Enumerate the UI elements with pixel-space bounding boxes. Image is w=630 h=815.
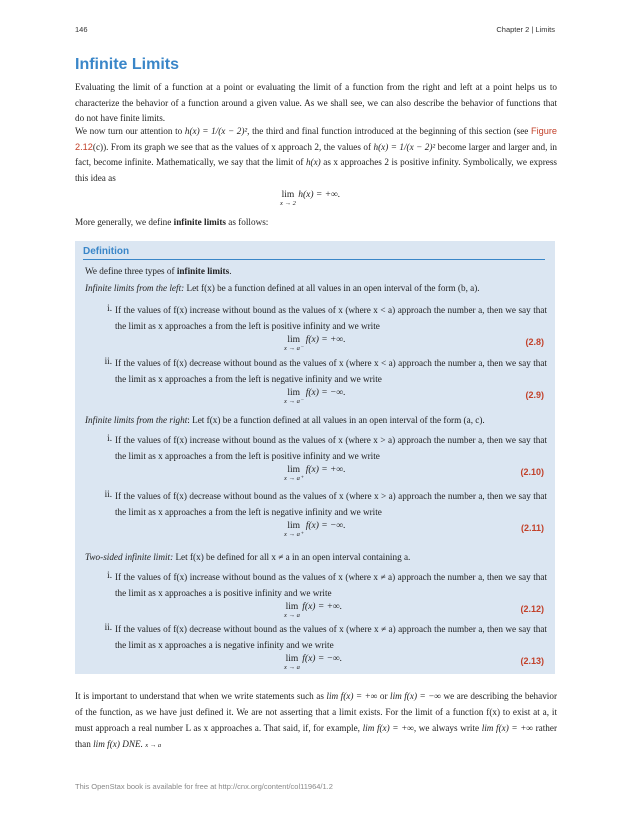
definition-item: If the values of f(x) increase without bound as the values of x (where x < a) approach the number a, then we say that the limit as x approaches a from the left is positive infinity and we write bbox=[115, 305, 547, 331]
definition-item: If the values of f(x) increase without bound as the values of x (where x ≠ a) approach the number a, then we say that the limit as x approaches a is positive infinity and we write bbox=[115, 572, 547, 598]
item-number: ii. bbox=[104, 622, 112, 632]
limit-equation-main: lim x → 2 h(x) = +∞. bbox=[280, 190, 341, 207]
equation-number: (2.9) bbox=[525, 390, 544, 400]
paragraph-h-definition: We now turn our attention to h(x) = 1/(x − 2)², the third and final function introduced at the beginning of this section (see Figure 2.12(c)). From its graph we see that as the values of x approach 2, the values of h(x) = 1/(x − 2)² become larger and larger and, in fact, become infinite. Mathematically, we say that the limit of h(x) as x approaches 2 is positive infinity. Symbolically, we express this idea as bbox=[75, 126, 558, 183]
limit-equation: lim x → a⁺ f(x) = −∞. bbox=[284, 521, 346, 538]
equation-number: (2.10) bbox=[520, 467, 544, 477]
equation-number: (2.12) bbox=[520, 604, 544, 614]
equation-number: (2.8) bbox=[525, 337, 544, 347]
limit-equation: lim x → a⁺ f(x) = +∞. bbox=[284, 465, 346, 482]
item-number: ii. bbox=[104, 489, 112, 499]
closing-paragraph: It is important to understand that when we write statements such as lim f(x) = +∞ or lim f(x) = −∞ we are describing the behavior of the function, as we have just defined it. We are not asserting that a limit exists. For the limit of a function f(x) to exist at a, it must approach a real number L as x approaches a. That said, if, for example, lim f(x) = +∞, we always write lim f(x) = +∞ rather than lim f(x) DNE. x → a bbox=[75, 691, 558, 749]
two-sided-heading: Two-sided infinite limit: Let f(x) be defined for all x ≠ a in an open interval containing a. bbox=[85, 552, 411, 562]
equation-number: (2.11) bbox=[520, 523, 544, 533]
equation-number: (2.13) bbox=[520, 656, 544, 666]
item-number: i. bbox=[107, 433, 112, 443]
figure-link[interactable]: Figure 2.12 bbox=[75, 126, 558, 152]
item-number: i. bbox=[107, 570, 112, 580]
definition-rule bbox=[83, 259, 545, 260]
definition-item: If the values of f(x) decrease without bound as the values of x (where x > a) approach the number a, then we say that the limit as x approaches a from the left is negative infinity and we write bbox=[115, 491, 547, 517]
chapter-header: Chapter 2 | Limits bbox=[496, 25, 555, 34]
limit-subscript: x → a bbox=[145, 742, 162, 749]
item-number: ii. bbox=[104, 356, 112, 366]
item-number: i. bbox=[107, 303, 112, 313]
section-title: Infinite Limits bbox=[75, 56, 179, 73]
definition-title: Definition bbox=[83, 246, 130, 257]
limit-equation: lim x → a⁻ f(x) = −∞. bbox=[284, 388, 346, 405]
h-function: h(x) = 1/(x − 2)², bbox=[184, 126, 250, 136]
definition-lead: We define three types of infinite limits. bbox=[85, 266, 232, 276]
intro-paragraph: Evaluating the limit of a function at a point or evaluating the limit of a function from the right and left at a point helps us to characterize the behavior of a function around a given value. As we shall see, we can also describe the behavior of functions that do not have finite limits. bbox=[75, 82, 557, 123]
definition-intro: More generally, we define infinite limits as follows: bbox=[75, 217, 269, 227]
footer-note: This OpenStax book is available for free at http://cnx.org/content/col11964/1.2 bbox=[75, 782, 333, 791]
limit-equation: lim x → a f(x) = −∞. bbox=[284, 654, 343, 671]
page-number: 146 bbox=[75, 25, 88, 34]
limit-equation: lim x → a⁻ f(x) = +∞. bbox=[284, 335, 346, 352]
definition-item: If the values of f(x) decrease without bound as the values of x (where x < a) approach the number a, then we say that the limit as x approaches a from the left is negative infinity and we write bbox=[115, 358, 547, 384]
definition-item: If the values of f(x) increase without bound as the values of x (where x > a) approach the number a, then we say that the limit as x approaches a from the left is positive infinity and we write bbox=[115, 435, 547, 461]
limit-equation: lim x → a f(x) = +∞. bbox=[284, 602, 343, 619]
definition-item: If the values of f(x) decrease without bound as the values of x (where x ≠ a) approach the number a, then we say that the limit as x approaches a is negative infinity and we write bbox=[115, 624, 547, 650]
left-limits-heading: Infinite limits from the left: Let f(x) be a function defined at all values in an open interval of the form (b, a). bbox=[85, 283, 480, 293]
right-limits-heading: Infinite limits from the right: Let f(x) be a function defined at all values in an open interval of the form (a, c). bbox=[85, 415, 485, 425]
